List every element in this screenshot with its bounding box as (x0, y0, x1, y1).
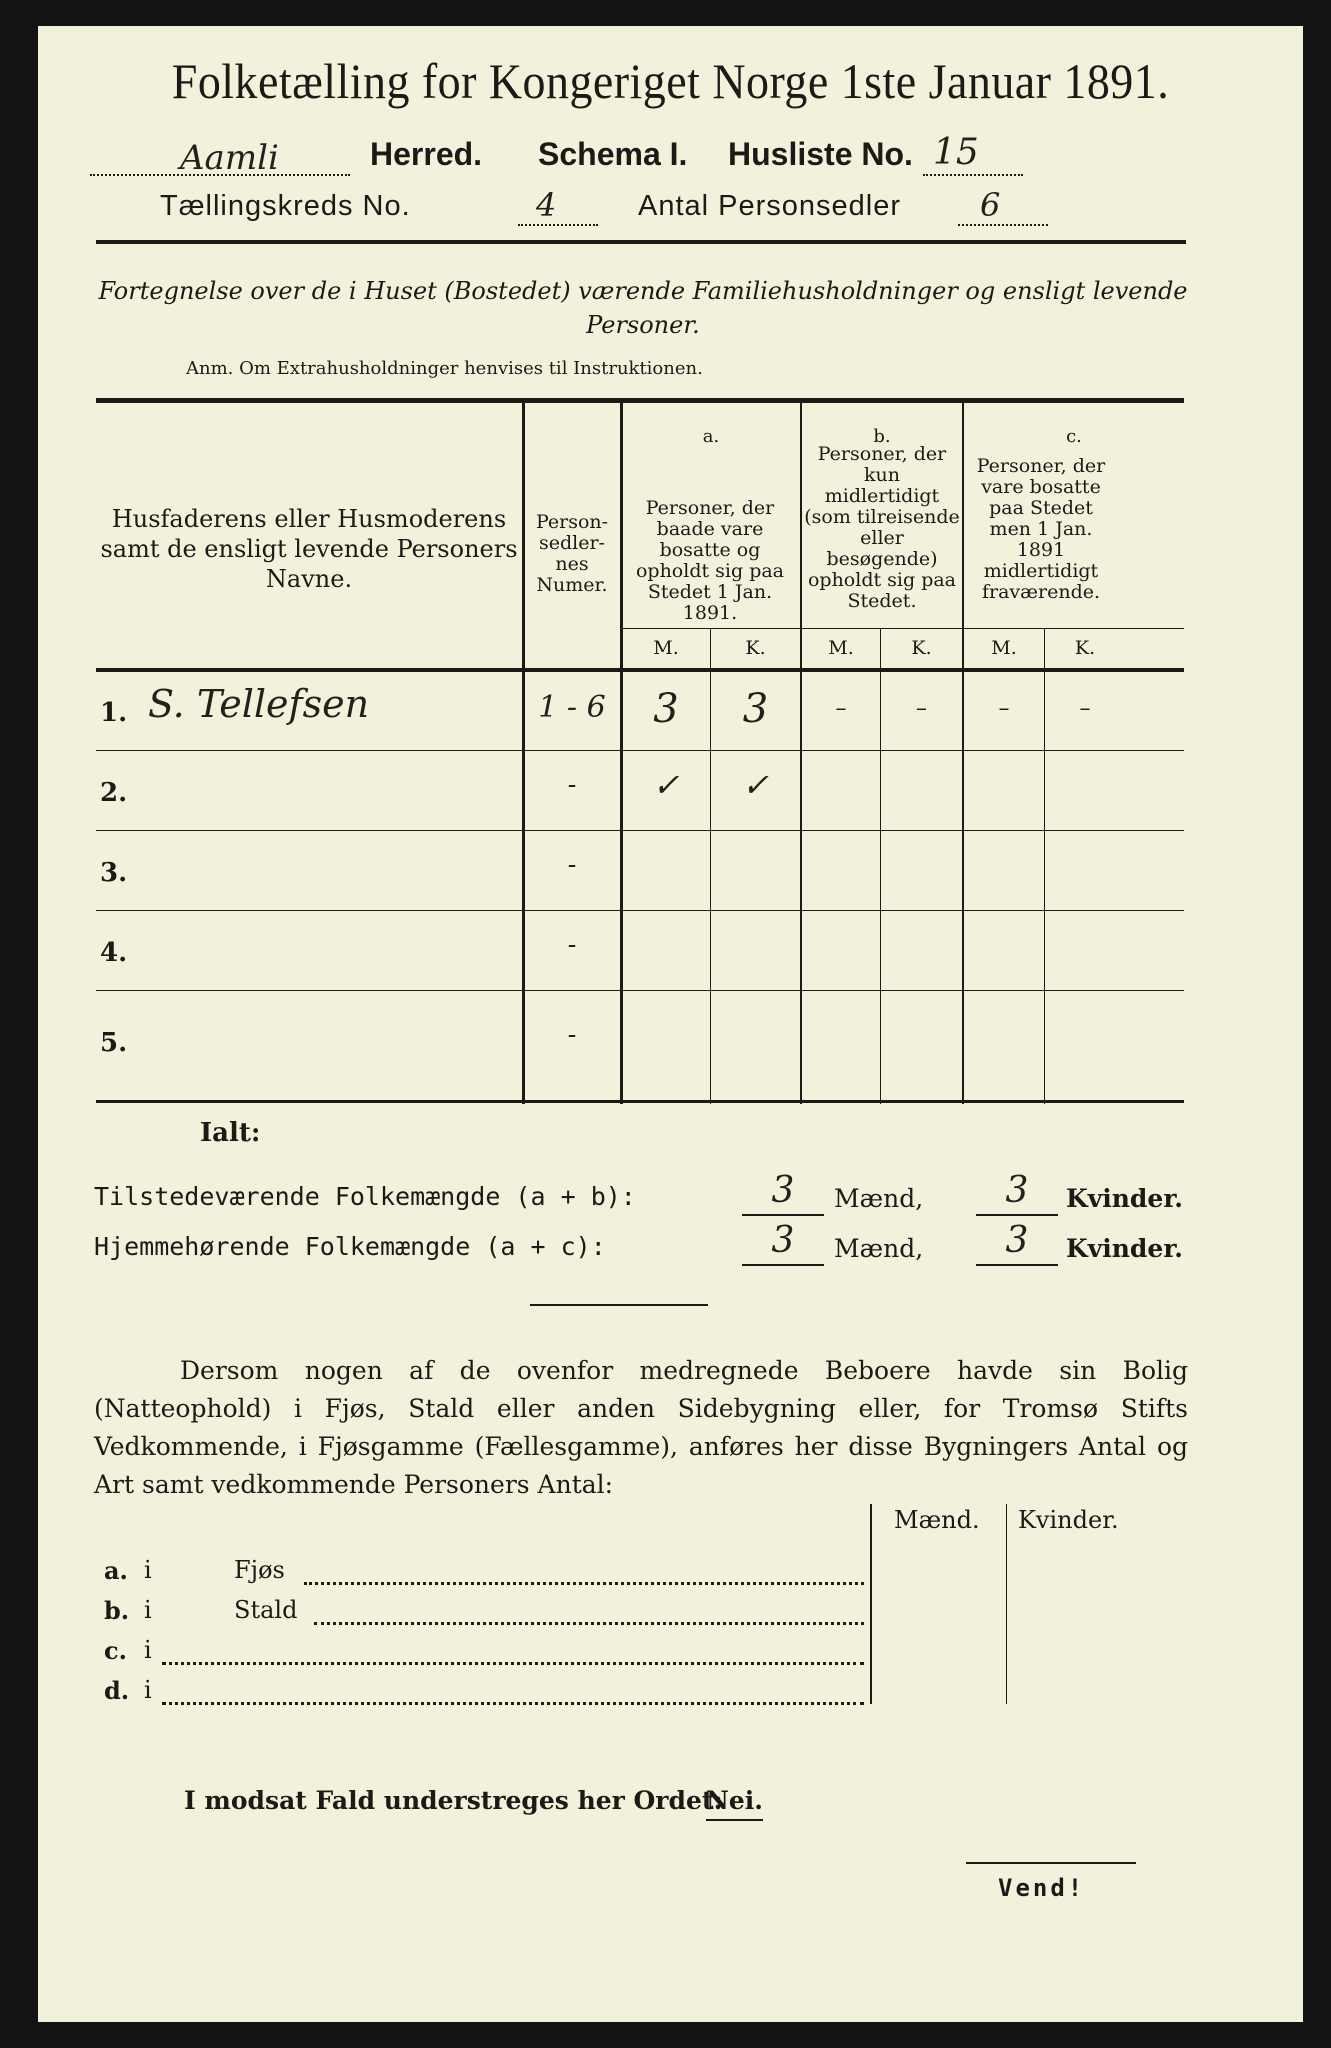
col-b-m: M. (828, 637, 854, 659)
total-line-resident (94, 1220, 1194, 1272)
vend-rule (966, 1862, 1136, 1864)
section-divider (530, 1304, 708, 1306)
present-kvinder-value: 3 (1005, 1170, 1029, 1211)
household-table (96, 398, 1184, 1104)
outbuilding-letter: a. (104, 1556, 128, 1585)
col-a-text: Personer, der baade vare bosatte og opholdt sig paa Stedet 1 Jan. 1891. (635, 497, 785, 624)
table-row (96, 752, 1184, 830)
outbuildings-text: Dersom nogen af de ovenfor medregnede Beboere havde sin Bolig (Natteophold) i Fjøs, Stald eller anden Sidebygning eller, for Tromsø Stifts Vedkommende, i Fjøsgamme (Fællesgamme), anføres her disse Bygningers Antal og Art samt vedkommende Personers Antal: (94, 1356, 1188, 1499)
ialt-label: Ialt: (200, 1118, 261, 1148)
row-a-m: ✓ (652, 766, 680, 804)
outbuildings-col-kvinder: Kvinder. (1018, 1506, 1119, 1534)
resident-maend-label: Mænd, (834, 1234, 924, 1263)
row-a-m: 3 (653, 686, 679, 732)
row-b-m: – (835, 696, 847, 721)
outbuilding-row (104, 1636, 864, 1676)
outbuilding-row (104, 1596, 864, 1636)
row-number: 4. (100, 938, 128, 968)
vend-label: Vend! (998, 1874, 1086, 1902)
present-label: Tilstedeværende Folkemængde (a + b): (94, 1182, 636, 1211)
form-title: Folketælling for Kongeriget Norge 1ste Januar 1891. (171, 53, 1170, 109)
row-name: S. Tellefsen (148, 682, 370, 726)
kreds-field (518, 186, 598, 232)
row-number: 2. (100, 778, 128, 808)
intro-text: Fortegnelse over de i Huset (Bostedet) værende Familiehusholdninger og ensligt levende Personer. (98, 277, 1188, 339)
resident-kvinder-label: Kvinder. (1066, 1234, 1183, 1263)
col-c-letter: c. (1066, 426, 1082, 447)
col-b-letter: b. (873, 426, 891, 447)
outbuilding-prep: i (144, 1556, 152, 1584)
husliste-value: 15 (933, 132, 979, 173)
col-b-text: Personer, der kun midlertidigt (som tilreisende eller besøgende) opholdt sig paa Stedet. (804, 443, 960, 612)
header-rule (96, 240, 1186, 244)
row-numer: - (567, 850, 577, 880)
row-b-k: – (916, 696, 927, 721)
row-number: 1. (100, 698, 128, 728)
outbuildings-col-maend: Mænd. (894, 1506, 980, 1534)
outbuilding-prep: i (144, 1636, 152, 1664)
kreds-label: Tællingskreds No. (160, 190, 411, 222)
antal-value: 6 (980, 186, 1001, 224)
col-b-k: K. (911, 637, 932, 659)
outbuilding-prep: i (144, 1676, 152, 1704)
present-maend-value: 3 (771, 1170, 795, 1211)
antal-label: Antal Personsedler (638, 190, 902, 222)
total-line-present (94, 1170, 1194, 1222)
row-c-m: – (998, 696, 1010, 721)
outbuilding-letter: c. (104, 1636, 127, 1665)
nei-word: Nei. (706, 1786, 763, 1821)
col-header-numer: Person-sedler-nes Numer. (535, 511, 609, 596)
row-a-k: 3 (742, 686, 769, 732)
herred-field (90, 138, 350, 184)
table-row (96, 912, 1184, 990)
herred-value: Aamli (180, 138, 279, 178)
row-numer: - (567, 930, 577, 960)
census-form-page (38, 26, 1303, 2022)
row-numer: - (567, 1020, 577, 1050)
outbuildings-rule-left (870, 1504, 872, 1704)
resident-kvinder-value: 3 (1005, 1220, 1029, 1261)
col-a-m: M. (653, 637, 679, 659)
antal-field (958, 186, 1048, 232)
kreds-value: 4 (536, 186, 557, 224)
instruction-note: Anm. Om Extrahusholdninger henvises til Instruktionen. (186, 358, 703, 379)
schema-label: Schema I. (538, 136, 688, 172)
outbuilding-row (104, 1556, 864, 1596)
table-row (96, 672, 1184, 750)
outbuilding-prep: i (144, 1596, 152, 1624)
outbuilding-letter: b. (104, 1596, 130, 1625)
table-row (96, 832, 1184, 910)
col-c-k: K. (1074, 637, 1096, 659)
husliste-field (923, 132, 1023, 184)
row-a-k: ✓ (742, 766, 769, 804)
outbuilding-label: Fjøs (234, 1556, 285, 1584)
outbuildings-rule-mid (1006, 1504, 1007, 1704)
row-number: 5. (100, 1028, 128, 1058)
outbuilding-row (104, 1676, 864, 1716)
col-c-text: Personer, der vare bosatte paa Stedet men 1 Jan. 1891 midlertidigt fraværende. (976, 455, 1106, 603)
row-numer: 1 - 6 (538, 690, 606, 725)
row-c-k: – (1079, 696, 1091, 721)
husliste-label: Husliste No. (728, 136, 913, 172)
col-a-letter: a. (702, 426, 720, 447)
row-number: 3. (100, 858, 128, 888)
col-c-m: M. (991, 637, 1017, 659)
col-a-k: K. (745, 637, 766, 659)
present-kvinder-label: Kvinder. (1066, 1184, 1183, 1213)
outbuilding-label: Stald (234, 1596, 298, 1624)
outbuilding-letter: d. (104, 1676, 130, 1705)
herred-label: Herred. (370, 136, 483, 172)
row-numer: - (567, 770, 577, 800)
present-maend-label: Mænd, (834, 1184, 924, 1213)
resident-label: Hjemmehørende Folkemængde (a + c): (94, 1232, 606, 1261)
table-row (96, 992, 1184, 1092)
resident-maend-value: 3 (771, 1220, 795, 1261)
col-header-names: Husfaderens eller Husmoderens samt de ensligt levende Personers Navne. (100, 505, 518, 593)
modsat-text: I modsat Fald understreges her Ordet: (184, 1786, 723, 1815)
